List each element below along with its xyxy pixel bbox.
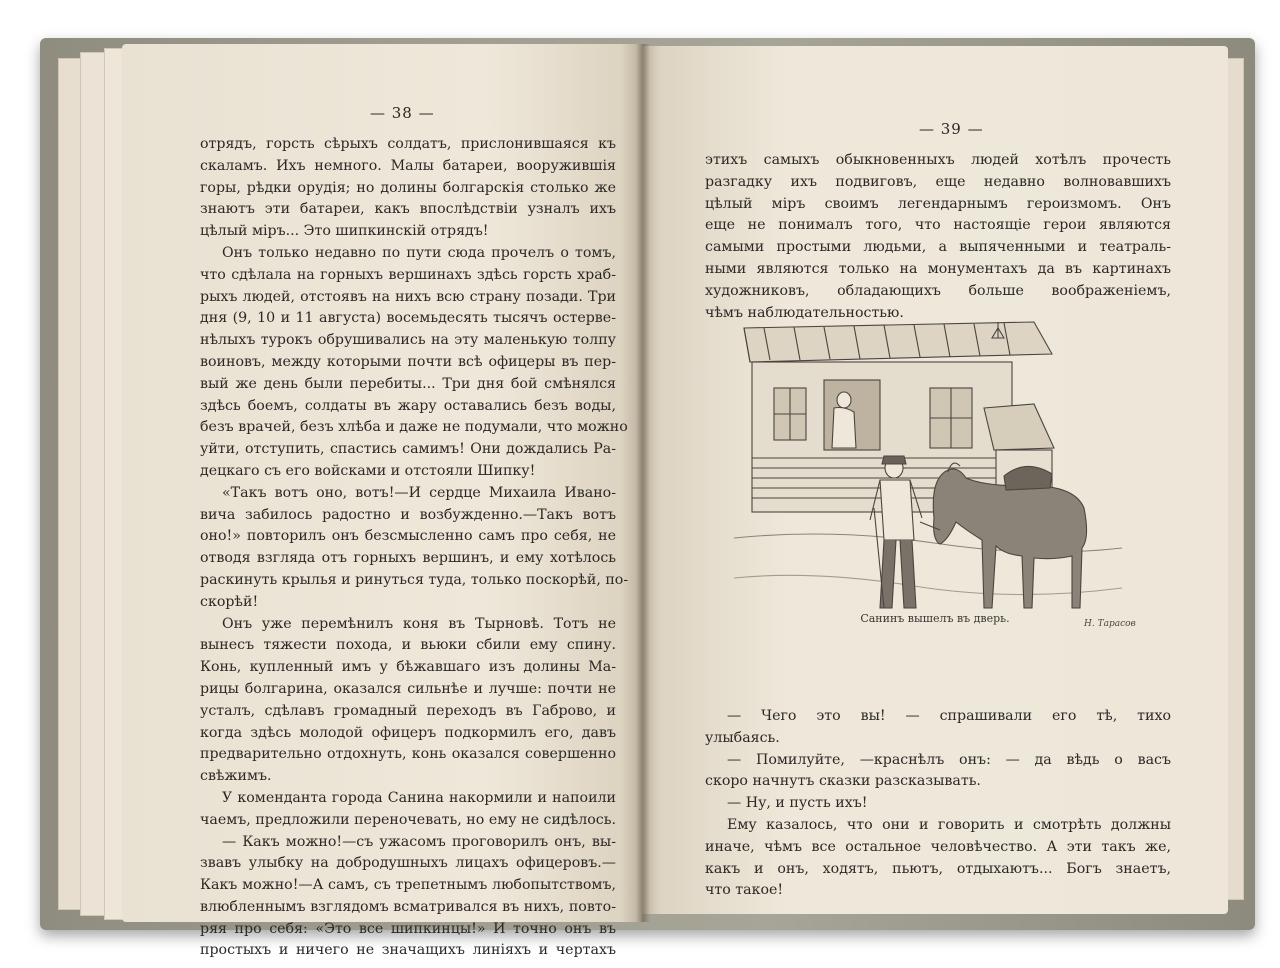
text-line: влюбленнымъ взглядомъ всматривался въ нихъ, повто- <box>200 898 616 915</box>
text-line: разгадку ихъ подвиговъ, еще недавно волновавшихъ <box>705 173 1171 190</box>
text-line: Ему казалось, что они и говорить и смотрѣть должны <box>727 816 1171 833</box>
left-page <box>122 44 642 959</box>
text-line: ряя про себя: «Это все шипкинцы!» И точно онъ въ <box>200 920 616 937</box>
text-line: самыми простыми людьми, а выпяченными и театраль- <box>705 239 1171 256</box>
text-line: предварительно отдохнуть, конь оказался совершенно <box>200 746 616 763</box>
text-line: децкаго съ его войсками и отстояли Шипку! <box>200 462 536 479</box>
text-line: дня (9, 10 и 11 августа) восемьдесять тысячъ остерве- <box>200 310 616 327</box>
page-number-right: — 39 — <box>919 120 984 138</box>
text-line: чѣмъ наблюдательностью. <box>705 304 904 321</box>
text-line: вынесъ тяжести похода, и вьюки сбили ему спину. <box>200 637 616 654</box>
text-line: Какъ можно!—А самъ, съ трепетнымъ любопытствомъ, <box>200 877 616 894</box>
text-line: свѣжимъ. <box>200 768 272 785</box>
text-line: скорѣй! <box>200 593 259 610</box>
text-line: — Помилуйте, —краснѣлъ онъ: — да вѣдь о васъ <box>727 751 1171 768</box>
text-line: воиновъ, между которыми почти всѣ офицеры въ пер- <box>200 353 616 370</box>
text-line: ными являются только на монументахъ да въ картинахъ <box>705 260 1171 277</box>
text-line: еще не понималъ того, что настоящіе герои являются <box>705 217 1171 234</box>
text-line: улыбаясь. <box>705 729 780 746</box>
text-line: У коменданта города Санина накормили и напоили <box>222 789 616 806</box>
text-line: звавъ улыбку на добродушныхъ лицахъ офицеровъ.— <box>200 855 616 872</box>
illustration-caption: Санинъ вышелъ въ дверь. <box>860 612 1010 625</box>
text-line: чаемъ, предложили переночевать, но ему не сидѣлось. <box>200 811 616 828</box>
text-line: художниковъ, обладающихъ больше воображеніемъ, <box>705 282 1171 299</box>
right-page <box>642 46 1228 914</box>
text-line: здѣсь боемъ, солдаты въ жару оставались безъ воды, <box>200 397 616 414</box>
text-line: Онъ только недавно по пути сюда прочелъ о томъ, <box>222 244 616 261</box>
text-line: вича забилось радостно и возбужденно.—Такъ вотъ <box>200 506 616 523</box>
text-line: Конь, купленный имъ у бѣжавшаго изъ долины Ма- <box>200 659 616 676</box>
text-line: горы, рѣдки орудія; но долины болгарскія столько же <box>200 179 616 196</box>
text-line: отрядъ, горсть сѣрыхъ солдатъ, прислонившаяся къ <box>200 136 616 152</box>
text-line: простыхъ и ничего не значащихъ линіяхъ и чертахъ <box>200 942 616 959</box>
text-line: скоро начнутъ сказки разсказывать. <box>705 773 981 790</box>
right-page-text-top <box>705 150 1171 324</box>
text-line: что такое! <box>705 882 784 899</box>
illustration-signature: Н. Тарасов <box>1084 619 1136 629</box>
text-line: когда здѣсь молодой офицеръ подкормилъ его, давъ <box>200 724 616 741</box>
text-line: безъ врачей, безъ хлѣба и даже не подумали, что можно <box>200 419 628 436</box>
text-line: Онъ уже перемѣнилъ коня въ Тырновѣ. Тотъ не <box>222 615 616 632</box>
left-page-text <box>200 134 629 962</box>
text-line: нѣлыхъ турокъ обрушивались на эту маленькую толпу <box>200 332 616 349</box>
illustration-sanin-with-horse <box>734 308 1136 638</box>
text-line: цѣлый міръ... Это шипкинскій отрядъ! <box>200 223 489 240</box>
text-line: оно!» повторилъ онъ безсмысленно самъ про себя, не <box>200 528 616 545</box>
text-line: какъ и онъ, ходятъ, пьютъ, отдыхаютъ... Богъ знаетъ, <box>705 860 1171 877</box>
text-line: вый же день были перебиты... Три дня бой смѣнялся <box>200 375 616 392</box>
text-line: усталъ, сдѣлавъ громадный переходъ въ Габрово, и <box>200 702 616 719</box>
text-line: скаламъ. Ихъ немного. Малы батареи, вооружившія <box>200 157 616 174</box>
text-line: — Чего это вы! — спрашивали его тѣ, тихо <box>727 708 1171 724</box>
text-line: рыхъ людей, отстоявъ на нихъ всю страну позади. Три <box>200 288 616 305</box>
text-line: — Ну, и пусть ихъ! <box>727 795 868 812</box>
text-line: отводя взгляда отъ горныхъ вершинъ, и ему хотѣлось <box>200 550 616 567</box>
text-line: «Такъ вотъ оно, вотъ!—И сердце Михаила Ивано- <box>222 484 616 501</box>
text-line: цѣлый міръ своимъ легендарнымъ героизмомъ. Онъ <box>705 195 1171 212</box>
page-number-left: — 38 — <box>370 104 435 122</box>
text-line: — Какъ можно!—съ ужасомъ проговорилъ онъ, вы- <box>222 833 616 850</box>
text-line: рицы болгарина, оказался сильнѣе и лучше: почти не <box>200 680 616 697</box>
book-gutter <box>636 44 650 922</box>
text-line: знаютъ эти батареи, какъ впослѣдствіи узналъ ихъ <box>200 201 616 218</box>
text-line: иначе, чѣмъ все остальное человѣчество. А эти такъ же, <box>705 838 1171 855</box>
right-page-text-bottom <box>705 706 1171 902</box>
text-line: уйти, отступить, спастись самимъ! Они дождались Ра- <box>200 441 616 458</box>
text-line: что сдѣлала на горныхъ вершинахъ здѣсь горсть храб- <box>200 266 616 283</box>
text-line: раскинуть крылья и ринуться туда, только поскорѣй, по- <box>200 571 629 588</box>
text-line: этихъ самыхъ обыкновенныхъ людей хотѣлъ прочесть <box>705 152 1171 168</box>
